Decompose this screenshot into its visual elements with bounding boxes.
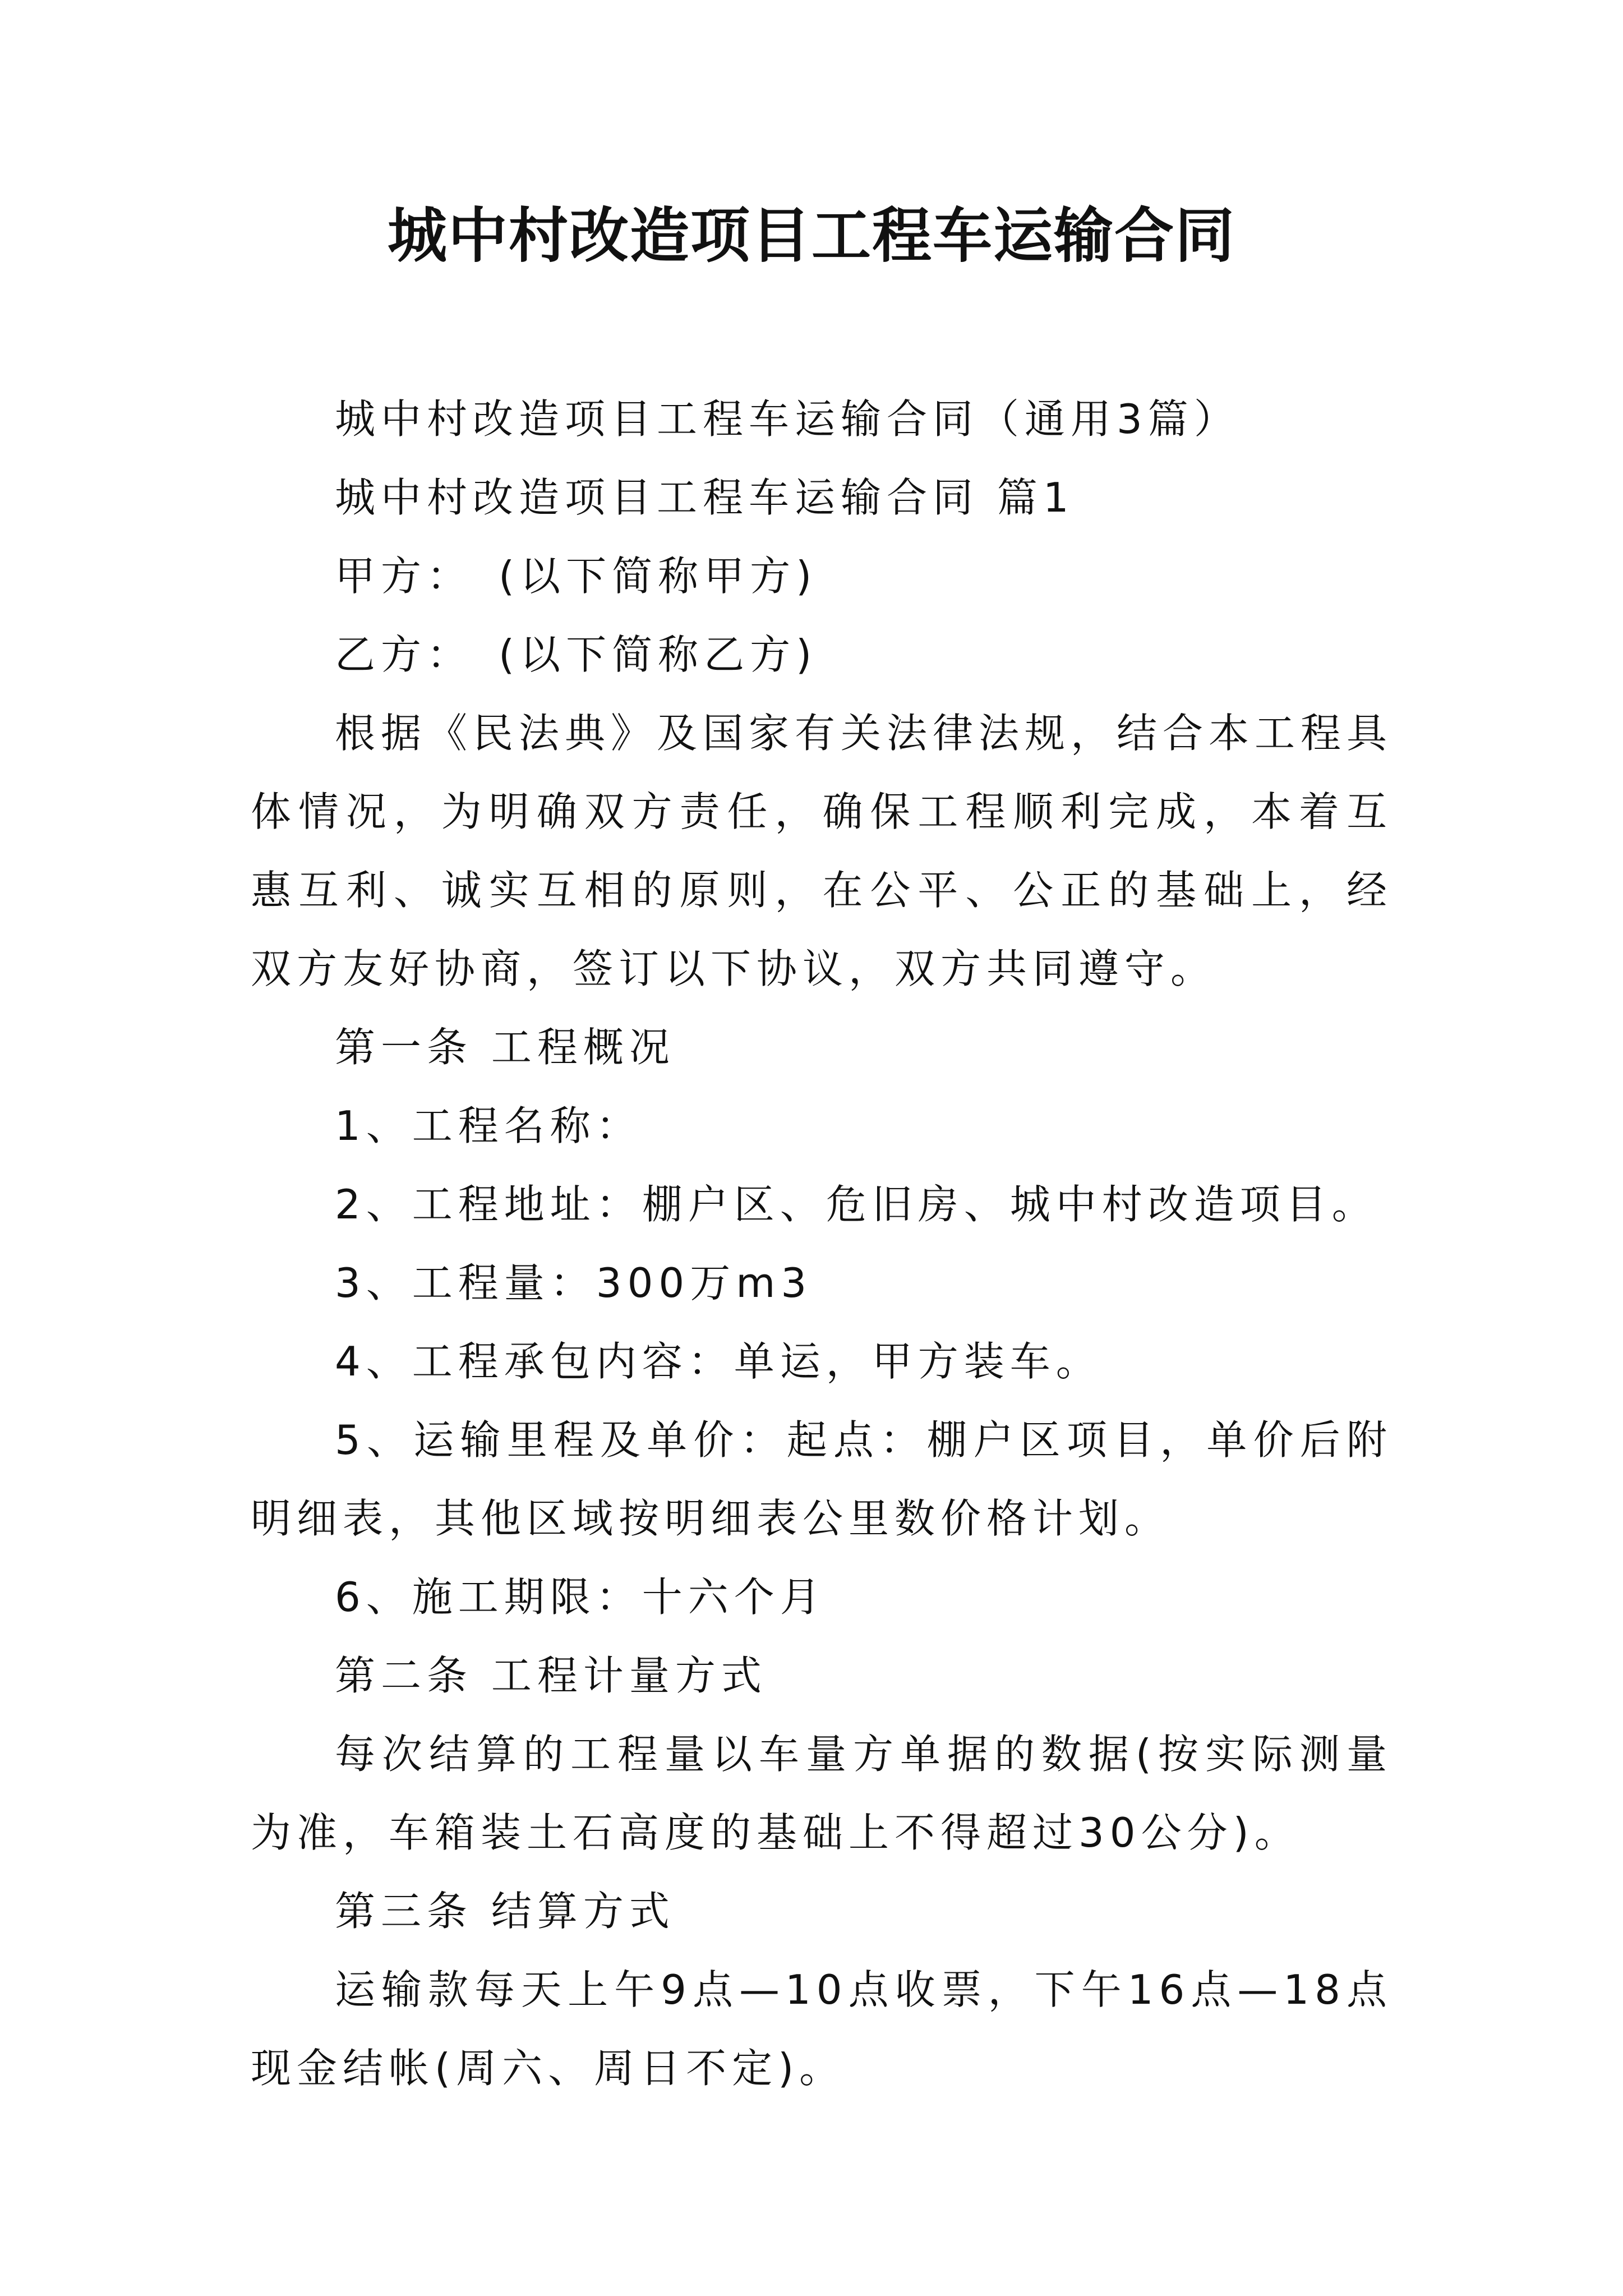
paragraph: 乙方： (以下简称乙方) [335,631,818,678]
paragraph: 每次结算的工程量以车量方单据的数据(按实际测量为准，车箱装土石高度的基础上不得超过30公分)。 [251,1731,1393,1856]
paragraph: 3、工程量：300万m3 [335,1259,813,1306]
paragraph: 城中村改造项目工程车运输合同 篇1 [335,474,1075,521]
paragraph: 甲方： (以下简称甲方) [335,553,818,600]
paragraph: 6、施工期限：十六个月 [335,1573,826,1621]
paragraph: 根据《民法典》及国家有关法律法规，结合本工程具体情况，为明确双方责任，确保工程顺利完成，本着互惠互利、诚实互相的原则，在公平、公正的基础上，经双方友好协商，签订以下协议，双方共同遵守。 [251,710,1393,992]
paragraph: 2、工程地址：棚户区、危旧房、城中村改造项目。 [335,1181,1378,1228]
document-body [251,380,1393,2108]
paragraph: 4、工程承包内容：单运，甲方装车。 [335,1338,1102,1385]
paragraph: 第一条 工程概况 [335,1024,675,1071]
paragraph: 城中村改造项目工程车运输合同（通用3篇） [335,395,1240,443]
paragraph: 第三条 结算方式 [335,1888,675,1935]
paragraph: 1、工程名称： [335,1102,642,1149]
document-title: 城中村改造项目工程车运输合同 [388,200,1235,270]
paragraph: 第二条 工程计量方式 [335,1652,767,1699]
paragraph: 5、运输里程及单价：起点：棚户区项目，单价后附明细表，其他区域按明细表公里数价格计划。 [251,1416,1393,1542]
paragraph: 运输款每天上午9点—10点收票，下午16点—18点现金结帐(周六、周日不定)。 [251,1966,1393,2092]
